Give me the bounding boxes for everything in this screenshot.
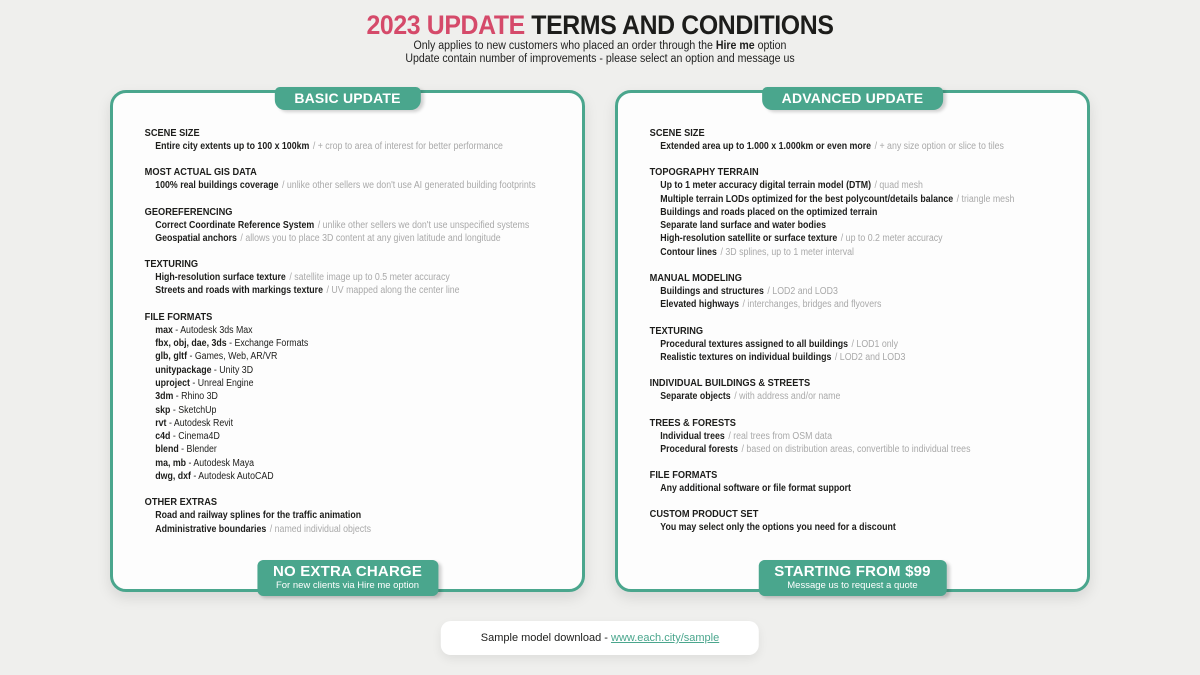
feature-line xyxy=(145,470,571,483)
feature-text: Realistic textures on individual buildings xyxy=(660,351,832,363)
section-heading: OTHER EXTRAS xyxy=(144,496,218,509)
feature-text: Contour lines xyxy=(660,246,717,258)
sample-download-label: Sample model download - xyxy=(480,632,612,644)
feature-note: / 3D splines, up to 1 meter interval xyxy=(720,246,855,258)
feature-note: / LOD1 only xyxy=(851,338,899,350)
section-georeferencing xyxy=(145,206,571,246)
hire-me-bold: Hire me xyxy=(715,40,755,52)
feature-line xyxy=(650,338,1076,351)
format-extension: max xyxy=(155,324,173,336)
feature-note: / LOD2 and LOD3 xyxy=(767,286,838,298)
format-software: - Exchange Formats xyxy=(226,338,309,350)
feature-note: / UV mapped along the center line xyxy=(326,285,460,297)
feature-note: / based on distribution areas, convertible to individual trees xyxy=(741,443,971,455)
section-heading: GEOREFERENCING xyxy=(144,205,233,218)
section-topography-terrain xyxy=(650,166,1076,259)
feature-line xyxy=(650,193,1076,206)
feature-note: / interchanges, bridges and flyovers xyxy=(742,299,882,311)
feature-note: / with address and/or name xyxy=(734,391,841,403)
format-extension: dwg, dxf xyxy=(155,471,191,483)
feature-note: / quad mesh xyxy=(874,180,923,192)
basic-update-panel xyxy=(110,90,585,592)
subtitle-line-1 xyxy=(48,40,1152,53)
format-software: - Games, Web, AR/VR xyxy=(187,351,278,363)
advanced-price-badge xyxy=(758,560,946,596)
price-badge-title: NO EXTRA CHARGE xyxy=(272,563,423,580)
section-heading: TEXTURING xyxy=(649,324,704,337)
feature-line xyxy=(145,430,571,443)
format-extension: skp xyxy=(155,404,171,416)
format-software: - Autodesk 3ds Max xyxy=(172,324,253,336)
feature-line xyxy=(145,457,571,470)
section-other-extras xyxy=(145,496,571,536)
feature-text: Administrative boundaries xyxy=(155,523,267,535)
feature-note: / satellite image up to 0.5 meter accuracy xyxy=(289,272,450,284)
feature-text: Separate objects xyxy=(660,391,731,403)
feature-text: Buildings and roads placed on the optimized terrain xyxy=(660,206,878,218)
format-software: - Unreal Engine xyxy=(189,377,254,389)
feature-note: / LOD2 and LOD3 xyxy=(834,351,906,363)
feature-text: Elevated highways xyxy=(660,299,739,311)
format-extension: blend xyxy=(155,444,179,456)
feature-line xyxy=(650,140,1076,153)
feature-line xyxy=(145,443,571,456)
feature-line xyxy=(650,298,1076,311)
section-file-formats xyxy=(650,469,1076,495)
feature-line xyxy=(650,430,1076,443)
feature-text: Separate land surface and water bodies xyxy=(660,220,827,232)
format-software: - Autodesk AutoCAD xyxy=(190,471,274,483)
section-heading: MOST ACTUAL GIS DATA xyxy=(144,166,257,179)
feature-text: You may select only the options you need for a discount xyxy=(660,522,896,534)
format-extension: uproject xyxy=(155,377,190,389)
feature-text: Correct Coordinate Reference System xyxy=(155,219,315,231)
feature-text: Up to 1 meter accuracy digital terrain model (DTM) xyxy=(660,180,871,192)
section-scene-size xyxy=(145,127,571,153)
feature-line xyxy=(145,284,571,297)
feature-line xyxy=(650,443,1076,456)
subtitle-line-2: Update contain number of improvements - please select an option and message us xyxy=(405,53,795,65)
feature-text: Road and railway splines for the traffic animation xyxy=(155,510,362,522)
advanced-update-panel xyxy=(615,90,1090,592)
advanced-update-badge: ADVANCED UPDATE xyxy=(762,87,944,110)
feature-line xyxy=(145,364,571,377)
format-software: - Autodesk Revit xyxy=(166,417,234,429)
feature-text: High-resolution satellite or surface texture xyxy=(660,233,838,245)
feature-line xyxy=(650,482,1076,495)
advanced-update-content xyxy=(618,93,1084,535)
format-extension: rvt xyxy=(155,417,167,429)
feature-text: High-resolution surface texture xyxy=(155,272,286,284)
feature-text: Multiple terrain LODs optimized for the best polycount/details balance xyxy=(660,193,954,205)
feature-text: Any additional software or file format support xyxy=(660,483,851,495)
feature-line xyxy=(145,324,571,337)
feature-note: / unlike other sellers we don't use AI generated building footprints xyxy=(282,180,536,192)
feature-note: / unlike other sellers we don't use unspecified systems xyxy=(317,219,530,231)
price-badge-title: STARTING FROM $99 xyxy=(774,563,931,580)
format-extension: fbx, obj, dae, 3ds xyxy=(155,338,227,350)
feature-line xyxy=(650,179,1076,192)
price-badge-subtitle: Message us to request a quote xyxy=(787,580,918,591)
section-heading: SCENE SIZE xyxy=(649,127,705,139)
subtitle-1-post: option xyxy=(754,40,787,52)
section-scene-size xyxy=(650,127,1076,153)
section-trees-forests xyxy=(650,417,1076,457)
format-software: - Cinema4D xyxy=(170,431,220,443)
feature-line xyxy=(650,285,1076,298)
feature-line xyxy=(145,219,571,232)
feature-text: Geospatial anchors xyxy=(155,232,237,244)
basic-update-badge: BASIC UPDATE xyxy=(274,87,420,110)
feature-line xyxy=(650,206,1076,219)
format-software: - Rhino 3D xyxy=(173,391,218,403)
format-software: - Blender xyxy=(178,444,217,456)
format-software: - SketchUp xyxy=(170,404,217,416)
section-heading: FILE FORMATS xyxy=(649,469,718,482)
section-heading: SCENE SIZE xyxy=(144,127,200,139)
feature-text: Extended area up to 1.000 x 1.000km or even more xyxy=(660,141,872,152)
format-software: - Autodesk Maya xyxy=(186,457,255,469)
feature-line xyxy=(145,337,571,350)
format-extension: ma, mb xyxy=(155,457,187,469)
section-heading: MANUAL MODELING xyxy=(649,272,742,285)
section-heading: TOPOGRAPHY TERRAIN xyxy=(649,166,759,179)
page-title xyxy=(48,10,1152,40)
feature-text: Individual trees xyxy=(660,430,725,442)
feature-note: / + any size option or slice to tiles xyxy=(874,141,1004,152)
feature-note: / triangle mesh xyxy=(956,193,1015,205)
feature-note: / up to 0.2 meter accuracy xyxy=(840,233,943,245)
price-badge-subtitle: For new clients via Hire me option xyxy=(275,580,420,591)
feature-line xyxy=(145,232,571,245)
feature-text: Procedural forests xyxy=(660,443,739,455)
feature-line xyxy=(145,523,571,536)
feature-line xyxy=(145,350,571,363)
section-custom-product-set xyxy=(650,508,1076,534)
section-manual-modeling xyxy=(650,272,1076,312)
feature-line xyxy=(650,521,1076,534)
feature-line xyxy=(145,390,571,403)
feature-note: / real trees from OSM data xyxy=(728,430,833,442)
sample-download-bar xyxy=(441,621,759,655)
subtitle-1-pre: Only applies to new customers who placed an order through the xyxy=(413,40,716,52)
feature-note: / named individual objects xyxy=(269,523,372,535)
section-texturing xyxy=(650,325,1076,365)
section-heading: TREES & FORESTS xyxy=(649,416,736,429)
basic-price-badge xyxy=(257,560,438,596)
section-heading: TEXTURING xyxy=(144,258,199,271)
section-heading: CUSTOM PRODUCT SET xyxy=(649,508,759,521)
format-extension: unitypackage xyxy=(155,364,212,376)
sample-download-link[interactable]: www.each.city/sample xyxy=(611,632,720,644)
feature-line xyxy=(145,417,571,430)
format-extension: c4d xyxy=(155,431,171,443)
feature-line xyxy=(145,509,571,522)
feature-line xyxy=(145,377,571,390)
feature-text: Streets and roads with markings texture xyxy=(155,285,323,297)
feature-line xyxy=(650,232,1076,245)
feature-note: / + crop to area of interest for better performance xyxy=(312,141,503,152)
feature-line xyxy=(650,246,1076,259)
page-header xyxy=(48,10,1152,66)
feature-note: / allows you to place 3D content at any given latitude and longitude xyxy=(240,232,501,244)
feature-text: 100% real buildings coverage xyxy=(155,180,279,192)
feature-line xyxy=(650,390,1076,403)
feature-line xyxy=(145,140,571,153)
feature-text: Entire city extents up to 100 x 100km xyxy=(155,141,310,152)
feature-line xyxy=(650,351,1076,364)
title-rest: TERMS AND CONDITIONS xyxy=(531,10,834,40)
format-extension: glb, gltf xyxy=(155,351,188,363)
feature-line xyxy=(145,271,571,284)
section-gis-data xyxy=(145,166,571,192)
format-extension: 3dm xyxy=(155,391,174,403)
basic-update-content xyxy=(113,93,579,536)
feature-line xyxy=(145,404,571,417)
title-accent: 2023 UPDATE xyxy=(366,10,525,40)
section-file-formats xyxy=(145,311,571,484)
feature-line xyxy=(145,179,571,192)
section-texturing xyxy=(145,258,571,298)
section-heading: INDIVIDUAL BUILDINGS & STREETS xyxy=(649,377,811,390)
feature-text: Procedural textures assigned to all buildings xyxy=(660,338,849,350)
section-individual-buildings-streets xyxy=(650,377,1076,403)
format-software: - Unity 3D xyxy=(211,364,254,376)
feature-text: Buildings and structures xyxy=(660,286,764,298)
section-heading: FILE FORMATS xyxy=(144,310,213,323)
feature-line xyxy=(650,219,1076,232)
